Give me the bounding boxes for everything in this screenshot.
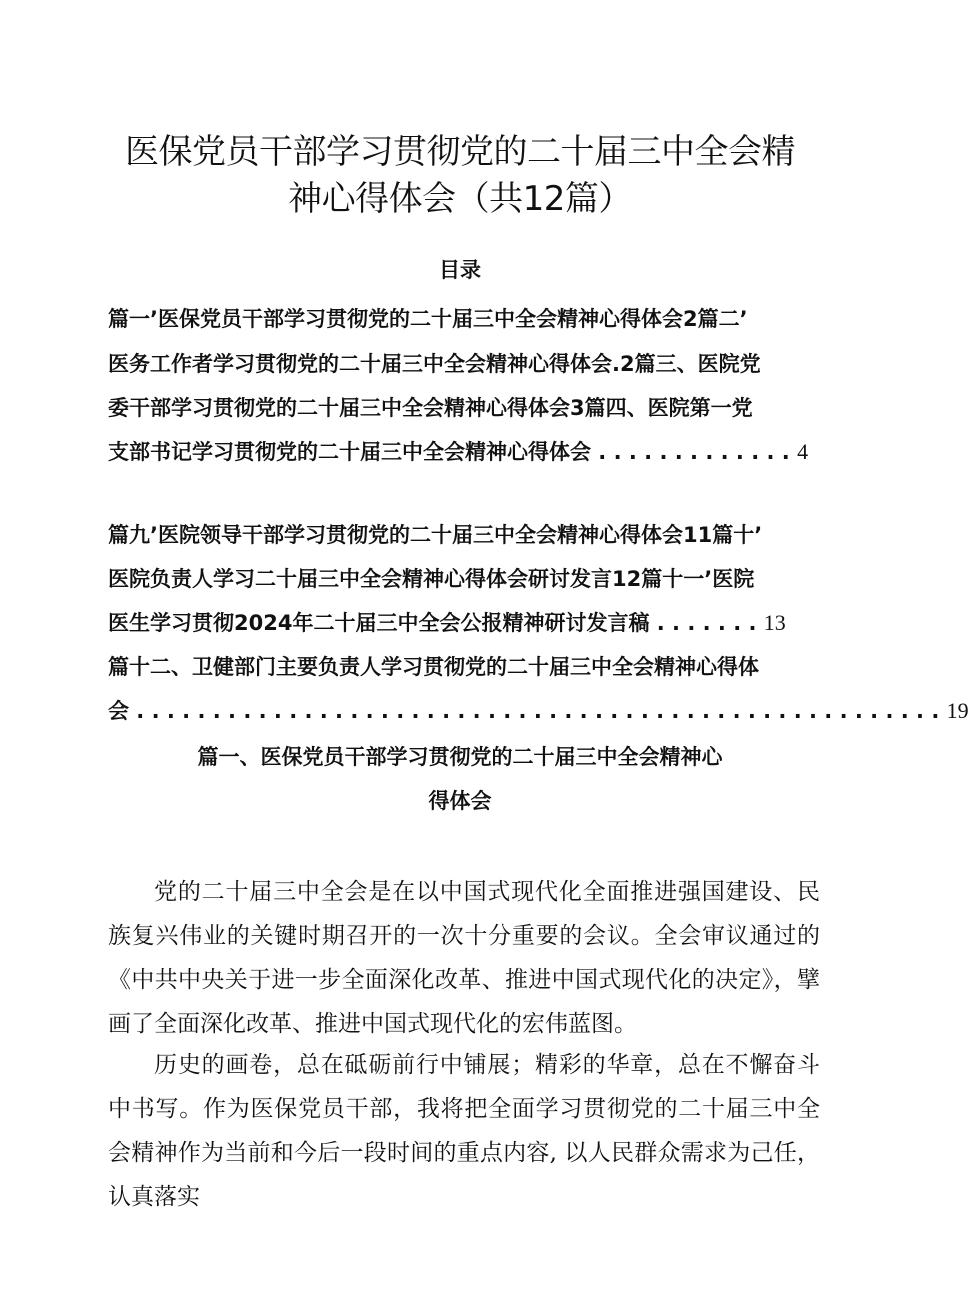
toc-line-text: 篇一’医保党员干部学习贯彻党的二十届三中全会精神心得体会2篇二’: [108, 307, 748, 331]
document-title-line-2: 神心得体会（共12篇）: [288, 179, 632, 219]
body-paragraph-2: 历史的画卷，总在砥砺前行中铺展；精彩的华章，总在不懈奋斗中书写。作为医保党员干部，我将把全面学习贯彻党的二十届三中全会精神作为当前和今后一段时间的重点内容, 以人民群众需求为己任，认真落实: [108, 1052, 820, 1210]
section-title-line-2: 得体会: [428, 789, 492, 813]
document-title-line-1: 医保党员干部学习贯彻党的二十届三中全会精: [125, 132, 795, 172]
toc-line[interactable]: [108, 564, 820, 594]
toc-line-text: 篇十二、卫健部门主要负责人学习贯彻党的二十届三中全会精神心得体: [108, 655, 759, 679]
toc-line-page: 19: [946, 698, 969, 723]
toc-line[interactable]: [108, 437, 820, 467]
toc-line-page: 4: [797, 439, 809, 464]
toc-line-text: 篇九’医院领导干部学习贯彻党的二十届三中全会精神心得体会11篇十’: [108, 523, 763, 547]
toc-line[interactable]: [108, 304, 820, 334]
toc-line-page: 13: [763, 610, 786, 635]
toc-line[interactable]: [108, 349, 820, 379]
toc-line-text: 医院负责人学习二十届三中全会精神心得体会研讨发言12篇十一’医院: [108, 567, 755, 591]
toc-line-text: 会 . . . . . . . . . . . . . . . . . . . . . . . . . . . . . . . . . . . . . . . . . . . . . . . . . . . . .: [108, 699, 947, 723]
toc-line[interactable]: [108, 696, 969, 726]
toc-line[interactable]: [108, 652, 820, 682]
body-paragraph-1: 党的二十届三中全会是在以中国式现代化全面推进强国建设、民族复兴伟业的关键时期召开的一次十分重要的会议。全会审议通过的《中共中央关于进一步全面深化改革、推进中国式现代化的决定》，擘画了全面深化改革、推进中国式现代化的宏伟蓝图。: [108, 879, 820, 1037]
toc-line[interactable]: [108, 608, 820, 638]
section-title-line-1: 篇一、医保党员干部学习贯彻党的二十届三中全会精神心: [197, 745, 723, 769]
toc-line-text: 支部书记学习贯彻党的二十届三中全会精神心得体会 . . . . . . . . . . . . .: [108, 440, 798, 464]
toc-line-text: 医生学习贯彻2024年二十届三中全会公报精神研讨发言稿 . . . . . . .: [108, 611, 764, 635]
toc-line-text: 医务工作者学习贯彻党的二十届三中全会精神心得体会.2篇三、医院党: [108, 352, 761, 376]
toc-heading: 目录: [439, 258, 481, 282]
toc-line-text: 委干部学习贯彻党的二十届三中全会精神心得体会3篇四、医院第一党: [108, 396, 753, 420]
toc-line[interactable]: [108, 393, 820, 423]
toc-line[interactable]: [108, 520, 820, 550]
